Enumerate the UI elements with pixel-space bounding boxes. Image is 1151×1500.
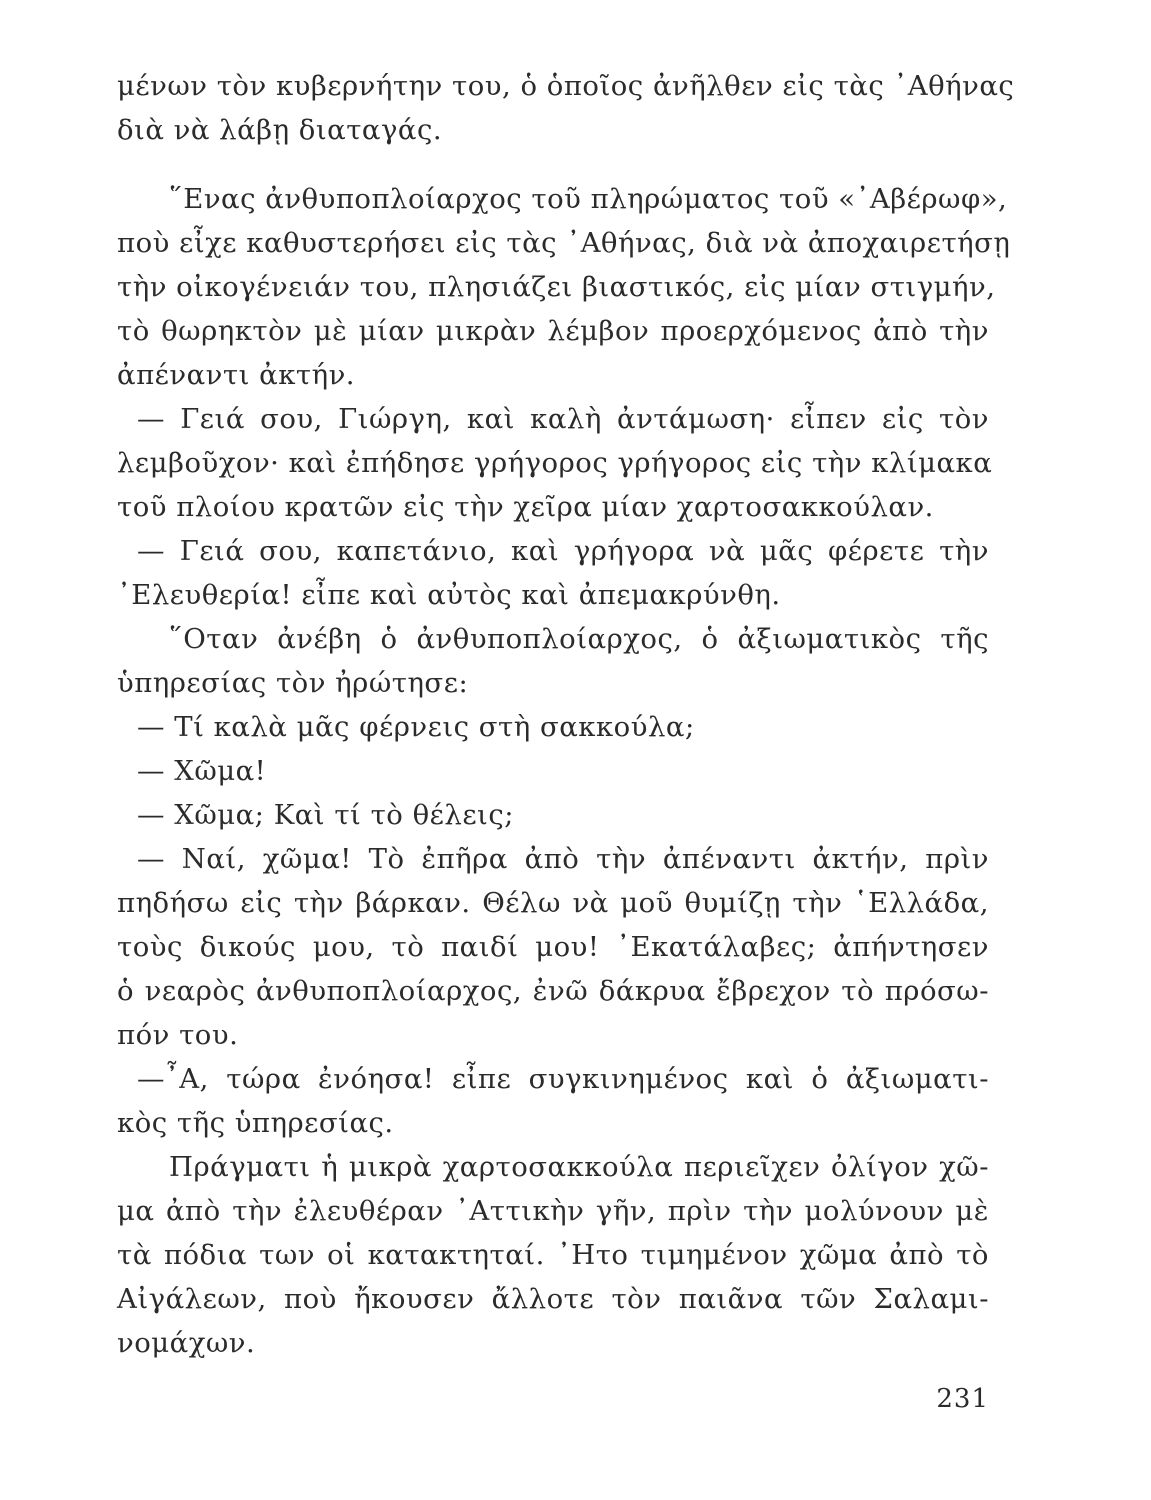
text-line: — Χῶμα; Καὶ τί τὸ θέλεις; — [137, 799, 515, 831]
text-line: ὑπηρεσίας τὸν ἠρώτησε: — [117, 667, 469, 699]
text-line: —῏Α, τώρα ἐνόησα! εἶπε συγκινημένος καὶ ὁ ἀξιωματι- — [137, 1063, 989, 1095]
text-line: πηδήσω εἰς τὴν βάρκαν. Θέλω νὰ μοῦ θυμίζῃ τὴν ῾Ελλάδα, — [117, 887, 989, 919]
text-line: — Τί καλὰ μᾶς φέρνεις στὴ σακκούλα; — [137, 711, 695, 743]
text-line: τὰ πόδια των οἱ κατακτηταί. ᾽Ητο τιμημένον χῶμα ἀπὸ τὸ — [117, 1239, 989, 1271]
text-line: ἀπέναντι ἀκτήν. — [117, 359, 356, 391]
text-line: ῞Οταν ἀνέβη ὁ ἀνθυποπλοίαρχος, ὁ ἀξιωματικὸς τῆς — [169, 623, 989, 655]
text-line: διὰ νὰ λάβῃ διαταγάς. — [117, 114, 443, 146]
text-line: — Χῶμα! — [137, 755, 267, 787]
text-line: Αἰγάλεων, ποὺ ἤκουσεν ἄλλοτε τὸν παιᾶνα τῶν Σαλαμι- — [117, 1283, 989, 1315]
text-line: Πράγματι ἡ μικρὰ χαρτοσακκούλα περιεῖχεν ὀλίγον χῶ- — [169, 1151, 989, 1183]
text-line: τὸ θωρηκτὸν μὲ μίαν μικρὰν λέμβον προερχόμενος ἀπὸ τὴν — [117, 315, 989, 347]
text-line: ᾽Ελευθερία! εἶπε καὶ αὐτὸς καὶ ἀπεμακρύνθη. — [117, 579, 781, 611]
text-line: λεμβοῦχον· καὶ ἐπήδησε γρήγορος γρήγορος εἰς τὴν κλίμακα — [117, 447, 993, 479]
text-line: νομάχων. — [117, 1327, 256, 1359]
text-line: ῞Ενας ἀνθυποπλοίαρχος τοῦ πληρώματος τοῦ «᾽Αβέρωφ», — [169, 183, 1008, 215]
text-line: — Γειά σου, Γιώργη, καὶ καλὴ ἀντάμωση· εἶπεν εἰς τὸν — [137, 403, 989, 435]
body-text — [117, 64, 1015, 1365]
text-line: — Γειά σου, καπετάνιο, καὶ γρήγορα νὰ μᾶς φέρετε τὴν — [137, 535, 989, 567]
text-line: πόν του. — [117, 1019, 239, 1051]
text-line: μένων τὸν κυβερνήτην του, ὁ ὁποῖος ἀνῆλθεν εἰς τὰς ᾽Αθήνας — [117, 70, 1015, 102]
text-line: — Ναί, χῶμα! Τὸ ἐπῆρα ἀπὸ τὴν ἀπέναντι ἀκτήν, πρὶν — [137, 843, 989, 875]
page-number: 231 — [936, 1384, 989, 1414]
text-line: τοῦ πλοίου κρατῶν εἰς τὴν χεῖρα μίαν χαρτοσακκούλαν. — [117, 491, 934, 523]
text-line: ποὺ εἶχε καθυστερήσει εἰς τὰς ᾽Αθήνας, διὰ νὰ ἀποχαιρετήσῃ — [117, 227, 1011, 259]
text-line: τὴν οἰκογένειάν του, πλησιάζει βιαστικός, εἰς μίαν στιγμήν, — [117, 271, 996, 303]
book-page — [117, 64, 1015, 1444]
text-line: μα ἀπὸ τὴν ἐλευθέραν ᾽Αττικὴν γῆν, πρὶν τὴν μολύνουν μὲ — [117, 1195, 989, 1227]
text-line: ὁ νεαρὸς ἀνθυποπλοίαρχος, ἐνῶ δάκρυα ἔβρεχον τὸ πρόσω- — [117, 975, 989, 1007]
text-line: τοὺς δικούς μου, τὸ παιδί μου! ᾽Εκατάλαβες; ἀπήντησεν — [117, 931, 989, 963]
text-line: κὸς τῆς ὑπηρεσίας. — [117, 1107, 394, 1139]
